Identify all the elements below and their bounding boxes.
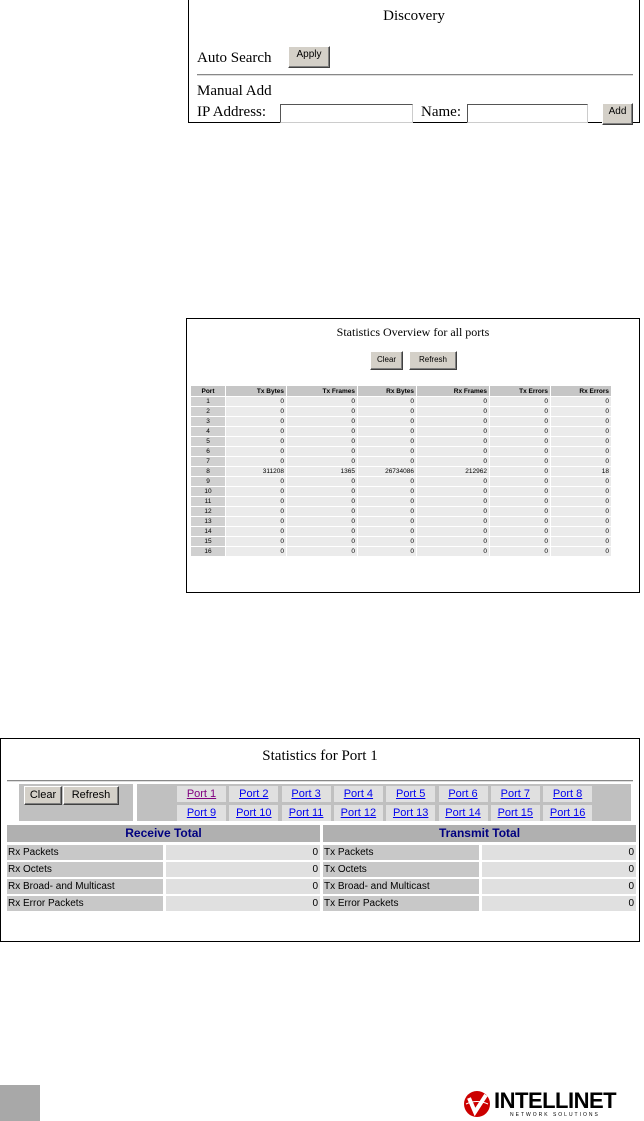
overview-title: Statistics Overview for all ports <box>336 325 490 339</box>
value-cell: 0 <box>226 527 286 536</box>
value-cell: 311208 <box>226 467 286 476</box>
add-button[interactable]: Add <box>602 103 633 125</box>
port-stats-refresh-button[interactable]: Refresh <box>63 786 119 805</box>
table-row <box>191 407 611 416</box>
value-cell: 0 <box>287 447 357 456</box>
value-cell: 0 <box>551 417 611 426</box>
apply-button[interactable]: Apply <box>288 46 330 68</box>
table-row <box>191 517 611 526</box>
port-link-5[interactable]: Port 5 <box>386 786 435 802</box>
port-cell: 10 <box>191 487 225 496</box>
value-cell: 0 <box>287 397 357 406</box>
value-cell: 0 <box>358 517 416 526</box>
value-cell: 0 <box>551 517 611 526</box>
receive-stat-value: 0 <box>166 896 320 911</box>
value-cell: 0 <box>417 417 489 426</box>
transmit-stat-label: Tx Error Packets <box>323 896 479 911</box>
value-cell: 0 <box>490 527 550 536</box>
value-cell: 0 <box>417 537 489 546</box>
port-cell: 3 <box>191 417 225 426</box>
value-cell: 0 <box>417 427 489 436</box>
value-cell: 0 <box>226 407 286 416</box>
value-cell: 0 <box>417 437 489 446</box>
table-row <box>191 537 611 546</box>
value-cell: 0 <box>551 427 611 436</box>
transmit-stat-value: 0 <box>482 896 636 911</box>
value-cell: 0 <box>226 537 286 546</box>
value-cell: 0 <box>417 447 489 456</box>
value-cell: 0 <box>358 547 416 556</box>
value-cell: 0 <box>417 527 489 536</box>
receive-total-heading: Receive Total <box>7 825 320 842</box>
value-cell: 0 <box>417 517 489 526</box>
value-cell: 0 <box>551 497 611 506</box>
discovery-panel <box>188 0 640 123</box>
name-label: Name: <box>421 104 461 120</box>
receive-stat-label: Rx Octets <box>7 862 163 877</box>
value-cell: 0 <box>358 417 416 426</box>
column-header: Tx Errors <box>490 386 550 396</box>
receive-stat-value: 0 <box>166 879 320 894</box>
value-cell: 0 <box>551 457 611 466</box>
column-header: Port <box>191 386 225 396</box>
overview-refresh-button[interactable]: Refresh <box>409 351 457 370</box>
column-header: Rx Frames <box>417 386 489 396</box>
value-cell: 0 <box>490 477 550 486</box>
port-cell: 8 <box>191 467 225 476</box>
value-cell: 0 <box>490 437 550 446</box>
table-row <box>191 437 611 446</box>
port-link-13[interactable]: Port 13 <box>386 805 435 821</box>
table-row <box>191 447 611 456</box>
port-selector <box>137 784 631 821</box>
value-cell: 0 <box>551 537 611 546</box>
value-cell: 0 <box>287 417 357 426</box>
port-cell: 5 <box>191 437 225 446</box>
value-cell: 0 <box>551 397 611 406</box>
value-cell: 0 <box>358 447 416 456</box>
port-cell: 2 <box>191 407 225 416</box>
table-row <box>191 487 611 496</box>
value-cell: 0 <box>490 417 550 426</box>
name-input[interactable] <box>467 104 588 123</box>
port-cell: 9 <box>191 477 225 486</box>
value-cell: 0 <box>490 407 550 416</box>
auto-search-label: Auto Search <box>197 50 272 66</box>
port-link-8[interactable]: Port 8 <box>543 786 592 802</box>
value-cell: 0 <box>417 457 489 466</box>
value-cell: 0 <box>551 477 611 486</box>
port-link-15[interactable]: Port 15 <box>491 805 540 821</box>
table-row <box>191 397 611 406</box>
value-cell: 212962 <box>417 467 489 476</box>
table-row <box>191 507 611 516</box>
discovery-title: Discovery <box>383 8 445 24</box>
receive-stat-value: 0 <box>166 845 320 860</box>
port-stats-clear-button[interactable]: Clear <box>24 786 62 805</box>
value-cell: 0 <box>551 407 611 416</box>
value-cell: 0 <box>417 487 489 496</box>
value-cell: 0 <box>551 487 611 496</box>
value-cell: 0 <box>287 537 357 546</box>
port-link-2[interactable]: Port 2 <box>229 786 278 802</box>
ip-address-label: IP Address: <box>197 104 267 120</box>
manual-add-label: Manual Add <box>197 83 272 99</box>
column-header: Rx Errors <box>551 386 611 396</box>
divider <box>197 74 633 76</box>
value-cell: 0 <box>287 427 357 436</box>
receive-stat-label: Rx Packets <box>7 845 163 860</box>
logo-wordmark: INTELLINET <box>494 1088 617 1113</box>
table-row <box>191 497 611 506</box>
value-cell: 0 <box>417 547 489 556</box>
port-cell: 13 <box>191 517 225 526</box>
overview-clear-button[interactable]: Clear <box>370 351 403 370</box>
value-cell: 0 <box>490 517 550 526</box>
overview-header-row <box>191 386 611 396</box>
transmit-stat-value: 0 <box>482 879 636 894</box>
port-stats-toolbar <box>19 784 133 821</box>
value-cell: 0 <box>490 497 550 506</box>
port-link-11[interactable]: Port 11 <box>282 805 331 821</box>
table-row <box>191 427 611 436</box>
receive-stat-value: 0 <box>166 862 320 877</box>
port-link-7[interactable]: Port 7 <box>491 786 540 802</box>
port-cell: 15 <box>191 537 225 546</box>
value-cell: 0 <box>358 477 416 486</box>
value-cell: 0 <box>358 457 416 466</box>
value-cell: 1365 <box>287 467 357 476</box>
port-cell: 16 <box>191 547 225 556</box>
value-cell: 0 <box>226 457 286 466</box>
transmit-stat-label: Tx Octets <box>323 862 479 877</box>
value-cell: 0 <box>358 527 416 536</box>
value-cell: 0 <box>358 497 416 506</box>
transmit-stat-label: Tx Packets <box>323 845 479 860</box>
value-cell: 0 <box>226 427 286 436</box>
value-cell: 0 <box>490 507 550 516</box>
port-statistics-panel <box>0 738 640 942</box>
port-link-12[interactable]: Port 12 <box>334 805 383 821</box>
port-link-3[interactable]: Port 3 <box>282 786 331 802</box>
value-cell: 0 <box>417 407 489 416</box>
value-cell: 0 <box>490 547 550 556</box>
transmit-total-heading: Transmit Total <box>323 825 636 842</box>
port-cell: 6 <box>191 447 225 456</box>
value-cell: 0 <box>226 547 286 556</box>
port-cell: 11 <box>191 497 225 506</box>
port-stats-title: Statistics for Port 1 <box>262 748 378 764</box>
intellinet-logo <box>462 1088 642 1121</box>
value-cell: 0 <box>287 507 357 516</box>
port-link-4[interactable]: Port 4 <box>334 786 383 802</box>
value-cell: 0 <box>226 397 286 406</box>
intellinet-globe-icon <box>462 1089 492 1119</box>
port-cell: 1 <box>191 397 225 406</box>
port-cell: 14 <box>191 527 225 536</box>
value-cell: 0 <box>417 497 489 506</box>
value-cell: 0 <box>358 537 416 546</box>
value-cell: 0 <box>490 537 550 546</box>
value-cell: 0 <box>287 547 357 556</box>
logo-tagline: NETWORK SOLUTIONS <box>510 1112 600 1118</box>
column-header: Rx Bytes <box>358 386 416 396</box>
value-cell: 0 <box>226 437 286 446</box>
value-cell: 0 <box>287 407 357 416</box>
value-cell: 0 <box>490 447 550 456</box>
column-header: Tx Frames <box>287 386 357 396</box>
port-link-16[interactable]: Port 16 <box>543 805 592 821</box>
value-cell: 0 <box>358 437 416 446</box>
ip-address-input[interactable] <box>280 104 413 123</box>
value-cell: 0 <box>490 487 550 496</box>
page-number-box <box>0 1085 40 1121</box>
value-cell: 0 <box>287 497 357 506</box>
value-cell: 0 <box>551 527 611 536</box>
value-cell: 0 <box>287 517 357 526</box>
value-cell: 26734086 <box>358 467 416 476</box>
value-cell: 0 <box>490 467 550 476</box>
port-link-9[interactable]: Port 9 <box>177 805 226 821</box>
table-row <box>191 467 611 476</box>
transmit-stat-value: 0 <box>482 845 636 860</box>
value-cell: 0 <box>287 457 357 466</box>
port-link-1[interactable]: Port 1 <box>177 786 226 802</box>
value-cell: 0 <box>551 437 611 446</box>
value-cell: 0 <box>287 437 357 446</box>
value-cell: 0 <box>226 507 286 516</box>
table-row <box>191 547 611 556</box>
value-cell: 0 <box>417 397 489 406</box>
overview-table <box>190 385 612 557</box>
value-cell: 0 <box>287 487 357 496</box>
statistics-overview-panel <box>186 318 640 593</box>
value-cell: 0 <box>226 417 286 426</box>
value-cell: 0 <box>490 397 550 406</box>
divider <box>7 780 633 782</box>
value-cell: 0 <box>358 487 416 496</box>
column-header: Tx Bytes <box>226 386 286 396</box>
table-row <box>191 477 611 486</box>
value-cell: 0 <box>358 397 416 406</box>
value-cell: 0 <box>226 477 286 486</box>
value-cell: 0 <box>490 457 550 466</box>
table-row <box>191 527 611 536</box>
value-cell: 0 <box>551 447 611 456</box>
transmit-stat-value: 0 <box>482 862 636 877</box>
port-link-6[interactable]: Port 6 <box>439 786 488 802</box>
receive-stat-label: Rx Error Packets <box>7 896 163 911</box>
value-cell: 18 <box>551 467 611 476</box>
value-cell: 0 <box>287 527 357 536</box>
value-cell: 0 <box>226 497 286 506</box>
port-cell: 4 <box>191 427 225 436</box>
value-cell: 0 <box>226 517 286 526</box>
receive-stat-label: Rx Broad- and Multicast <box>7 879 163 894</box>
transmit-stat-label: Tx Broad- and Multicast <box>323 879 479 894</box>
table-row <box>191 457 611 466</box>
value-cell: 0 <box>417 507 489 516</box>
port-link-14[interactable]: Port 14 <box>439 805 488 821</box>
port-link-10[interactable]: Port 10 <box>229 805 278 821</box>
value-cell: 0 <box>358 427 416 436</box>
port-cell: 7 <box>191 457 225 466</box>
value-cell: 0 <box>226 487 286 496</box>
value-cell: 0 <box>551 507 611 516</box>
port-cell: 12 <box>191 507 225 516</box>
value-cell: 0 <box>358 407 416 416</box>
value-cell: 0 <box>490 427 550 436</box>
value-cell: 0 <box>551 547 611 556</box>
value-cell: 0 <box>417 477 489 486</box>
value-cell: 0 <box>226 447 286 456</box>
table-row <box>191 417 611 426</box>
value-cell: 0 <box>358 507 416 516</box>
value-cell: 0 <box>287 477 357 486</box>
